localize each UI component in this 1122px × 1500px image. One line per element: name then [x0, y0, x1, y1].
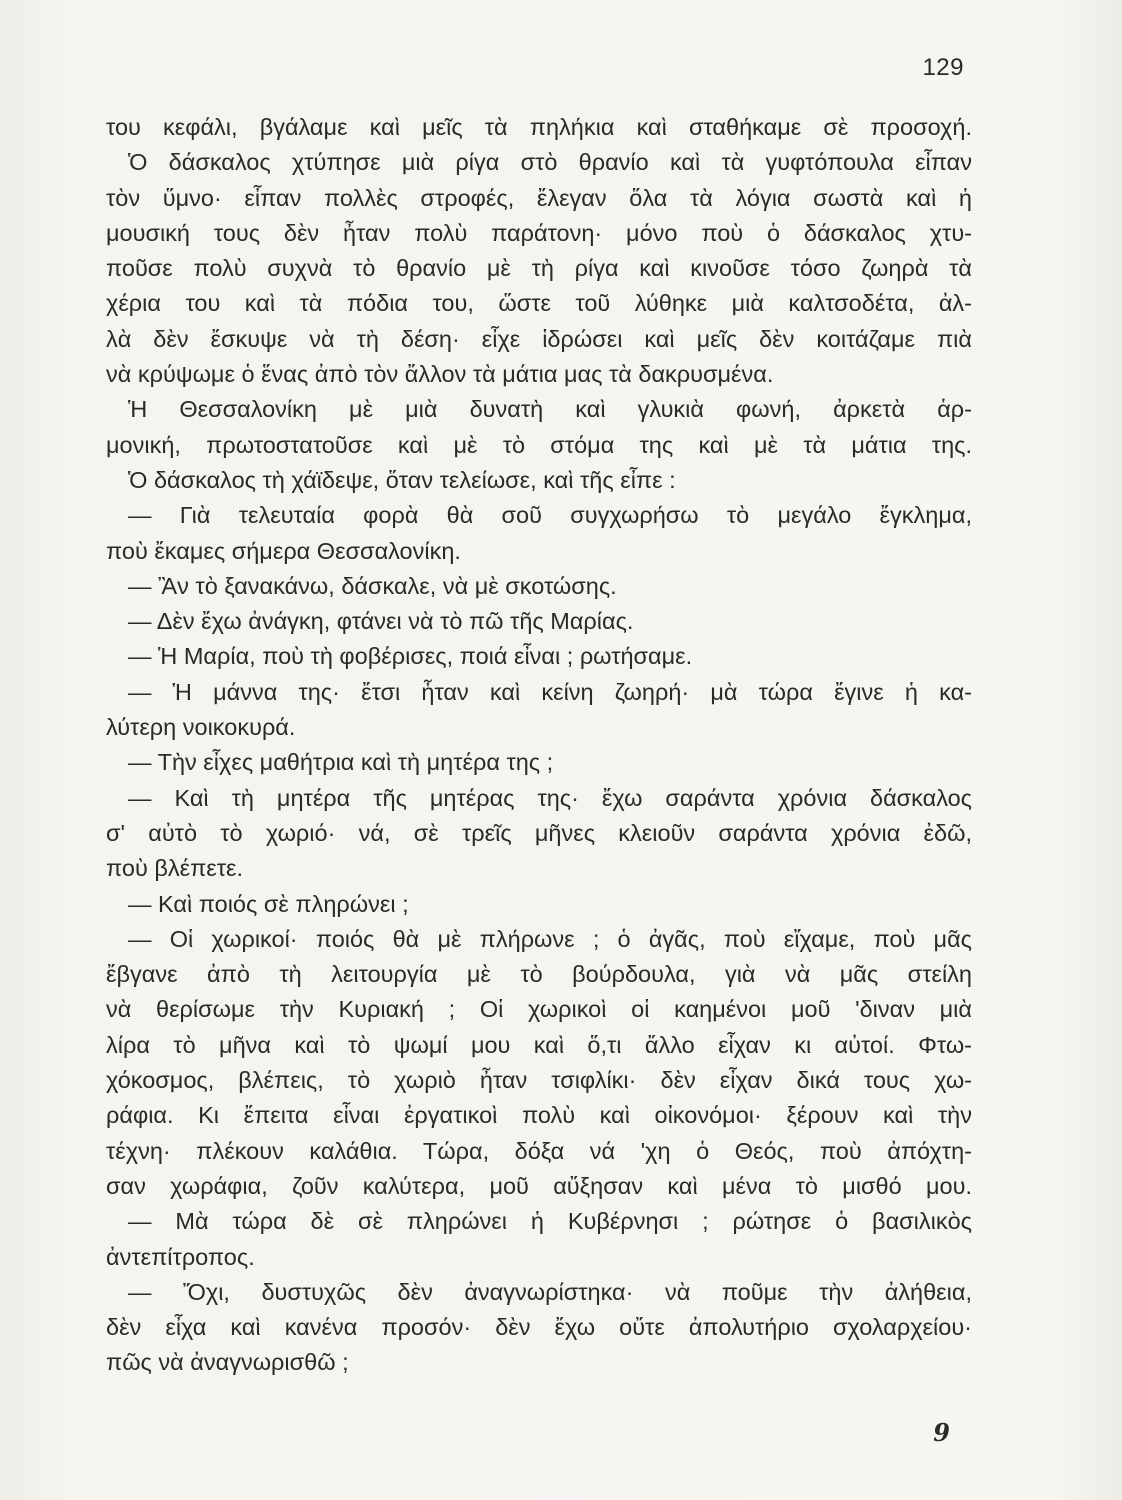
signature-mark: 9 [933, 1418, 950, 1447]
text-line: χέρια του καὶ τὰ πόδια του, ὥστε τοῦ λύθηκε μιὰ καλτσοδέτα, ἀλ- [106, 290, 972, 317]
text-line: Ὁ δάσκαλος χτύπησε μιὰ ρίγα στὸ θρανίο καὶ τὰ γυφτόπουλα εἶπαν [128, 149, 972, 176]
text-line: πῶς νὰ ἀναγνωρισθῶ ; [106, 1349, 349, 1376]
text-line: — Ἡ Μαρία, ποὺ τὴ φοβέρισες, ποιά εἶναι ; ρωτήσαμε. [128, 643, 693, 670]
text-line: — Ὄχι, δυστυχῶς δὲν ἀναγνωρίστηκα· νὰ ποῦμε τὴν ἀλήθεια, [128, 1278, 972, 1305]
text-line: μονική, πρωτοστατοῦσε καὶ μὲ τὸ στόμα της καὶ μὲ τὰ μάτια της. [106, 431, 972, 458]
text-line: τέχνη· πλέκουν καλάθια. Τώρα, δόξα νά 'χη ὁ Θεός, ποὺ ἀπόχτη- [106, 1137, 972, 1164]
text-line: — Ἂν τὸ ξανακάνω, δάσκαλε, νὰ μὲ σκοτώσης. [128, 572, 617, 599]
text-line: λίρα τὸ μῆνα καὶ τὸ ψωμί μου καὶ ὅ,τι ἄλλο εἶχαν κι αὐτοί. Φτω- [106, 1031, 972, 1058]
text-line: — Δὲν ἔχω ἀνάγκη, φτάνει νὰ τὸ πῶ τῆς Μαρίας. [128, 608, 634, 635]
text-line: λὰ δὲν ἔσκυψε νὰ τὴ δέση· εἶχε ἱδρώσει καὶ μεῖς δὲν κοιτάζαμε πιὰ [106, 325, 972, 352]
text-line: Ὁ δάσκαλος τὴ χάϊδεψε, ὅταν τελείωσε, καὶ τῆς εἶπε : [128, 466, 676, 493]
page-number: 129 [922, 54, 964, 81]
text-line: τὸν ὕμνο· εἶπαν πολλὲς στροφές, ἔλεγαν ὅλα τὰ λόγια σωστὰ καὶ ἡ [106, 184, 972, 211]
text-line: ἔβγανε ἀπὸ τὴ λειτουργία μὲ τὸ βούρδουλα, γιὰ νὰ μᾶς στείλη [106, 961, 972, 988]
body-text [106, 110, 972, 1381]
text-line: Ἡ Θεσσαλονίκη μὲ μιὰ δυνατὴ καὶ γλυκιὰ φωνή, ἀρκετὰ ἁρ- [128, 396, 972, 423]
text-line: ποὺ ἔκαμες σήμερα Θεσσαλονίκη. [106, 537, 461, 564]
text-line: μουσική τους δὲν ἦταν πολὺ παράτονη· μόνο ποὺ ὁ δάσκαλος χτυ- [106, 219, 972, 246]
text-line: ποὺ βλέπετε. [106, 855, 244, 882]
text-line: ράφια. Κι ἔπειτα εἶναι ἐργατικοὶ πολὺ καὶ οἰκονόμοι· ξέρουν καὶ τὴν [106, 1102, 972, 1129]
text-line: σ' αὐτὸ τὸ χωριό· νά, σὲ τρεῖς μῆνες κλειοῦν σαράντα χρόνια ἐδῶ, [106, 819, 972, 846]
text-line: — Οἱ χωρικοί· ποιός θὰ μὲ πλήρωνε ; ὁ ἀγᾶς, ποὺ εἴχαμε, ποὺ μᾶς [128, 925, 972, 952]
text-line: — Καὶ τὴ μητέρα τῆς μητέρας της· ἔχω σαράντα χρόνια δάσκαλος [128, 784, 972, 811]
text-line: ἀντεπίτροπος. [106, 1243, 255, 1270]
text-line: νὰ θερίσωμε τὴν Κυριακή ; Οἱ χωρικοὶ οἱ καημένοι μοῦ 'διναν μιὰ [106, 996, 972, 1023]
text-line: — Ἡ μάννα της· ἔτσι ἦταν καὶ κείνη ζωηρή· μὰ τώρα ἔγινε ἡ κα- [128, 678, 972, 705]
text-line: — Καὶ ποιός σὲ πληρώνει ; [128, 890, 409, 917]
text-line: ποῦσε πολὺ συχνὰ τὸ θρανίο μὲ τὴ ρίγα καὶ κινοῦσε τόσο ζωηρὰ τὰ [106, 255, 972, 282]
text-line: — Μὰ τώρα δὲ σὲ πληρώνει ἡ Κυβέρνησι ; ρώτησε ὁ βασιλικὸς [128, 1208, 972, 1235]
text-line: νὰ κρύψωμε ὁ ἕνας ἀπὸ τὸν ἄλλον τὰ μάτια μας τὰ δακρυσμένα. [106, 361, 774, 388]
text-line: του κεφάλι, βγάλαμε καὶ μεῖς τὰ πηλήκια καὶ σταθήκαμε σὲ προσοχή. [106, 114, 972, 140]
text-line: — Τὴν εἶχες μαθήτρια καὶ τὴ μητέρα της ; [128, 749, 554, 776]
text-line: δὲν εἶχα καὶ κανένα προσόν· δὲν ἔχω οὔτε ἀπολυτήριο σχολαρχείου· [106, 1314, 972, 1341]
text-line: λύτερη νοικοκυρά. [106, 714, 296, 741]
text-line: σαν χωράφια, ζοῦν καλύτερα, μοῦ αὔξησαν καὶ μένα τὸ μισθό μου. [106, 1172, 972, 1199]
text-line: χόκοσμος, βλέπεις, τὸ χωριὸ ἦταν τσιφλίκι· δὲν εἶχαν δικά τους χω- [106, 1067, 972, 1094]
text-line: — Γιὰ τελευταία φορὰ θὰ σοῦ συγχωρήσω τὸ μεγάλο ἔγκλημα, [128, 502, 972, 529]
